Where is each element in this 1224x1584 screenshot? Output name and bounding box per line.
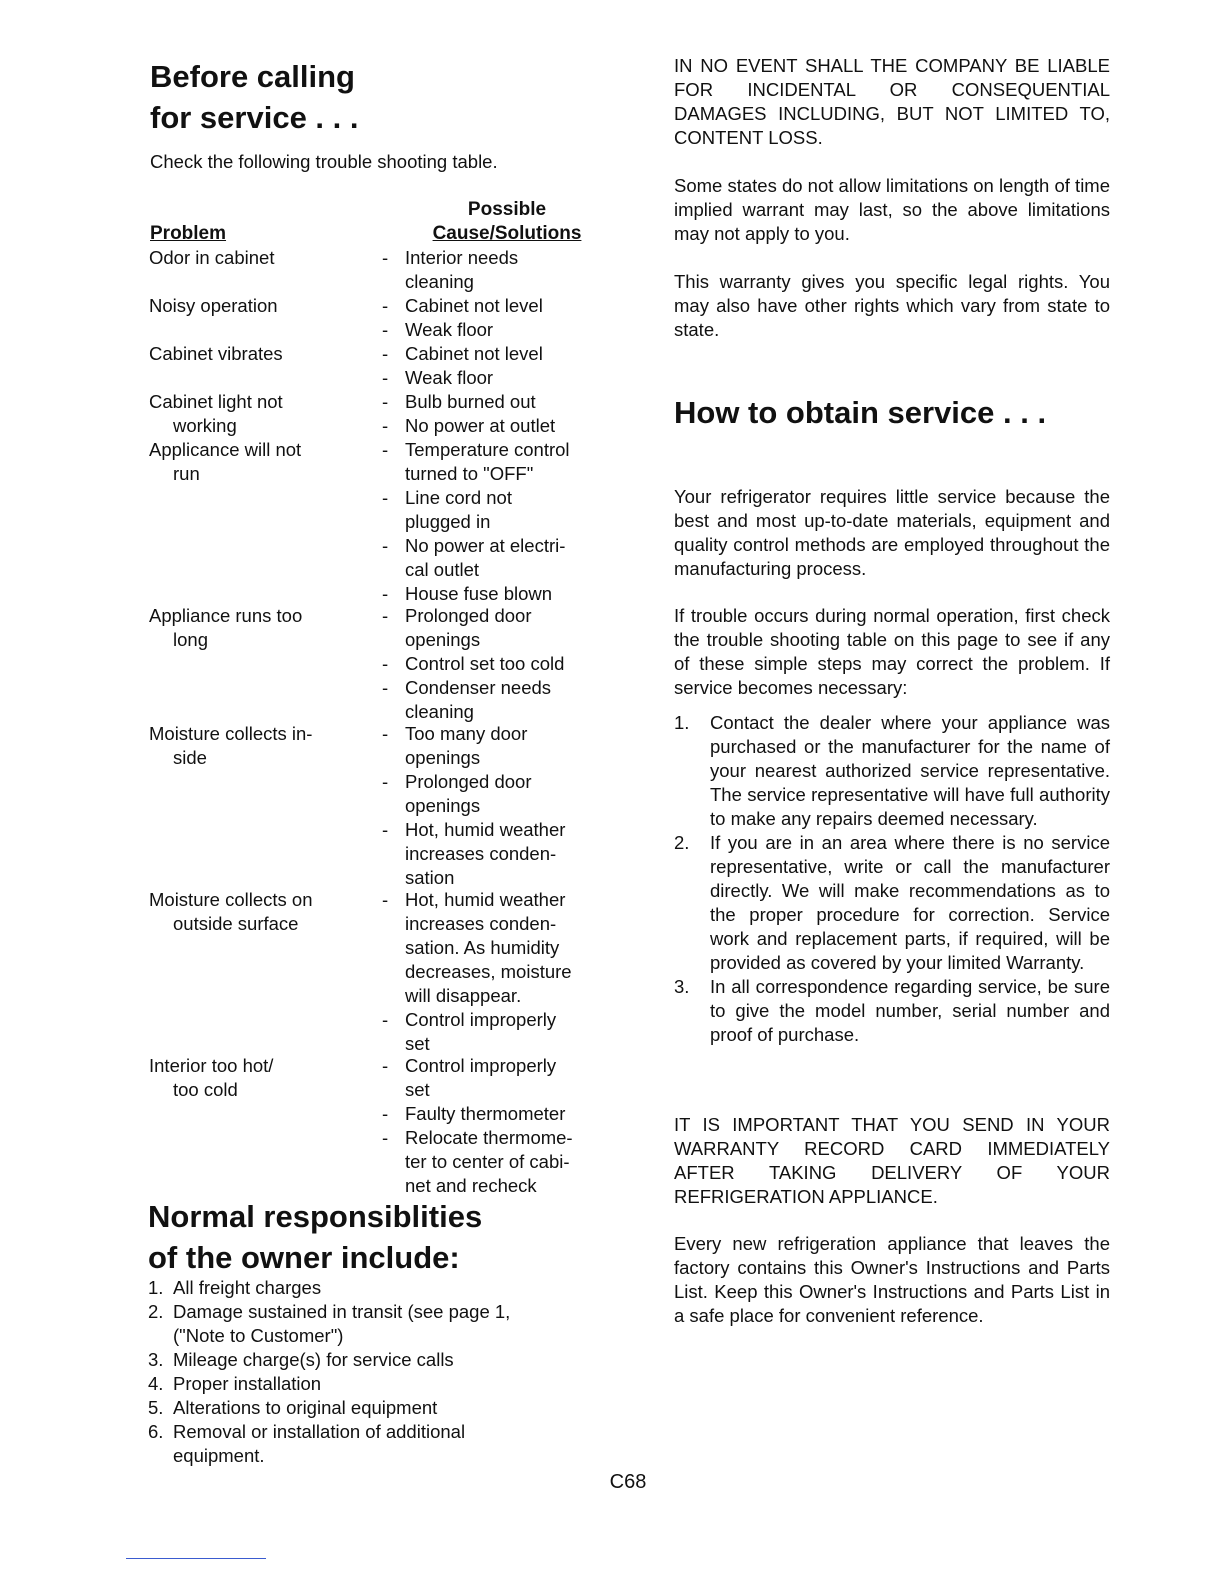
problem-cell [149,438,369,486]
list-number: 3. [674,976,690,997]
cause-line: ter to center of cabi- [405,1151,570,1172]
cause-item [382,534,592,582]
list-number: 2. [148,1301,164,1322]
step-text: Contact the dealer where your appliance was purchased or the manufacturer for the name of your nearest authorized service representative. The service representative will have full authority to make any repairs deemed necessary. [710,712,1110,829]
cause-line: Weak floor [405,367,494,388]
list-item [674,711,1110,831]
problem-line: Odor in cabinet [149,247,275,268]
problem-line: Moisture collects on [149,889,313,910]
every-new-appliance-text: Every new refrigeration appliance that leaves the factory contains this Owner's Instructions and Parts List. Keep this Owner's Instructions and Parts List in a safe place for convenient reference. [674,1233,1110,1326]
problem-line: Cabinet light not [149,391,283,412]
cause-line: Bulb burned out [405,391,536,412]
cause-item [382,888,592,1008]
cause-cell [382,1054,592,1198]
list-item [148,1348,528,1372]
list-item [148,1396,528,1420]
cause-item [382,604,592,652]
cause-item [382,722,592,770]
problem-line: run [173,463,200,484]
cause-line: Line cord not [405,487,512,508]
list-item [148,1420,528,1468]
cause-item [382,818,592,890]
list-number: 1. [148,1277,164,1298]
service-steps-list [674,711,1110,1047]
cause-cell [382,722,592,890]
cause-line: Cabinet not level [405,295,543,316]
cause-cell [382,294,592,342]
cause-line: No power at electri- [405,535,566,556]
cause-line: set [405,1033,430,1054]
cause-line: increases conden- [405,913,557,934]
cause-line: turned to "OFF" [405,463,534,484]
list-item [148,1372,528,1396]
cause-item [382,582,592,606]
liability-text: IN NO EVENT SHALL THE COMPANY BE LIABLE FOR INCIDENTAL OR CONSEQUENTIAL DAMAGES INCLUDING, BUT NOT LIMITED TO, CONTENT LOSS. [674,55,1110,148]
problem-cell [149,390,369,438]
before-calling-title [150,56,359,138]
cause-cell [382,604,592,724]
problem-cell [149,722,369,770]
bottom-rule [126,1558,266,1559]
dash-bullet: - [382,535,389,556]
problem-cell [149,604,369,652]
cause-line: Hot, humid weather [405,819,566,840]
cause-line: cleaning [405,271,474,292]
problem-line: Interior too hot/ [149,1055,274,1076]
problem-line: Applicance will not [149,439,302,460]
cause-line: cleaning [405,701,474,722]
cause-cell [382,438,592,606]
service-paragraph-2: If trouble occurs during normal operation, first check the trouble shooting table on this page to see if any of these simple steps may correct the problem. If service becomes necessary: [674,605,1110,698]
problem-cell [149,1054,369,1102]
dash-bullet: - [382,889,389,910]
title-line-1: Before calling [150,59,355,94]
cause-cell [382,246,592,294]
dash-bullet: - [382,343,389,364]
list-line: All freight charges [173,1277,322,1298]
cause-line: sation. As humidity [405,937,560,958]
dash-bullet: - [382,439,389,460]
dash-bullet: - [382,677,389,698]
page-number: C68 [609,1471,647,1493]
problem-line: Cabinet vibrates [149,343,283,364]
cause-line: Temperature control [405,439,570,460]
important-notice: IT IS IMPORTANT THAT YOU SEND IN YOUR WARRANTY RECORD CARD IMMEDIATELY AFTER TAKING DELIVERY OF YOUR REFRIGERATION APPLIANCE. [674,1114,1110,1207]
problem-cell [149,888,369,936]
cause-item [382,1126,592,1198]
dash-bullet: - [382,1055,389,1076]
dash-bullet: - [382,247,389,268]
title-line-2: for service . . . [150,100,359,135]
list-line: Mileage charge(s) for service calls [173,1349,454,1370]
step-text: In all correspondence regarding service, be sure to give the model number, serial number and proof of purchase. [710,976,1110,1045]
cause-cell [382,390,592,438]
cause-item [382,652,592,676]
dash-bullet: - [382,1009,389,1030]
dash-bullet: - [382,771,389,792]
dash-bullet: - [382,819,389,840]
how-to-obtain-service-title: How to obtain service . . . [674,395,1047,430]
list-line: Proper installation [173,1373,322,1394]
cause-line: increases conden- [405,843,557,864]
cause-line: Control improperly [405,1009,557,1030]
cause-line: Interior needs [405,247,519,268]
cause-line: openings [405,795,481,816]
service-paragraph-1: Your refrigerator requires little service because the best and most up-to-date materials, equipment and quality control methods are employed throughout the manufacturing process. [674,486,1110,579]
cause-line: Faulty thermometer [405,1103,566,1124]
cause-item [382,318,592,342]
list-number: 4. [148,1373,164,1394]
problem-line: too cold [173,1079,238,1100]
dash-bullet: - [382,295,389,316]
cause-line: Cabinet not level [405,343,543,364]
list-number: 6. [148,1421,164,1442]
list-item [148,1276,528,1300]
cause-item [382,414,592,438]
rights-text: This warranty gives you specific legal rights. You may also have other rights which vary from state to state. [674,271,1110,340]
problem-line: Noisy operation [149,295,278,316]
list-number: 1. [674,712,690,733]
list-item [148,1300,528,1348]
cause-item [382,1008,592,1056]
list-item [674,831,1110,975]
list-number: 3. [148,1349,164,1370]
cause-item [382,438,592,486]
dash-bullet: - [382,391,389,412]
dash-bullet: - [382,583,389,604]
cause-line: Too many door [405,723,528,744]
list-line: Damage sustained in transit (see page 1, [173,1301,511,1322]
problem-cell [149,246,369,270]
problem-line: outside surface [173,913,299,934]
problem-line: working [173,415,237,436]
cause-item [382,770,592,818]
cause-line: set [405,1079,430,1100]
cause-line: No power at outlet [405,415,556,436]
list-item [674,975,1110,1047]
responsibilities-list [148,1276,528,1468]
cause-cell [382,888,592,1056]
dash-bullet: - [382,319,389,340]
dash-bullet: - [382,653,389,674]
cause-line: openings [405,747,481,768]
cause-line: House fuse blown [405,583,553,604]
cause-line: Prolonged door [405,605,532,626]
cause-line: Condenser needs [405,677,552,698]
cause-header: Possible Cause/Solutions [432,199,582,244]
list-line: Removal or installation of additional [173,1421,466,1442]
cause-cell [382,342,592,390]
cause-line: net and recheck [405,1175,537,1196]
cause-item [382,676,592,724]
step-text: If you are in an area where there is no service representative, write or call the manufacturer directly. We will make recommendations as to the proper procedure for correction. Service work and replacement parts, if required, will be provided as covered by your limited Warranty. [710,832,1110,973]
cause-line: Control set too cold [405,653,565,674]
dash-bullet: - [382,1103,389,1124]
cause-line: Weak floor [405,319,494,340]
cause-item [382,486,592,534]
cause-line: plugged in [405,511,491,532]
dash-bullet: - [382,367,389,388]
states-text: Some states do not allow limitations on length of time implied warrant may last, so the above limitations may not apply to you. [674,175,1111,244]
problem-line: Moisture collects in- [149,723,313,744]
cause-item [382,366,592,390]
list-line: Alterations to original equipment [173,1397,438,1418]
dash-bullet: - [382,723,389,744]
dash-bullet: - [382,415,389,436]
cause-line: Prolonged door [405,771,532,792]
cause-item [382,246,592,294]
cause-line: decreases, moisture [405,961,572,982]
list-number: 5. [148,1397,164,1418]
list-number: 2. [674,832,690,853]
cause-line: openings [405,629,481,650]
problem-cell [149,342,369,366]
problem-line: side [173,747,207,768]
cause-item [382,342,592,366]
list-line: equipment. [173,1445,265,1466]
dash-bullet: - [382,605,389,626]
problem-line: Appliance runs too [149,605,303,626]
dash-bullet: - [382,1127,389,1148]
cause-item [382,294,592,318]
intro-text: Check the following trouble shooting table. [150,151,498,172]
cause-line: sation [405,867,455,888]
cause-line: Hot, humid weather [405,889,566,910]
problem-header: Problem [150,223,227,244]
dash-bullet: - [382,487,389,508]
cause-line: Relocate thermome- [405,1127,573,1148]
cause-line: Control improperly [405,1055,557,1076]
responsibilities-title: Normal responsiblities of the owner include: [148,1199,483,1275]
cause-item [382,1054,592,1102]
list-line: ("Note to Customer") [173,1325,344,1346]
cause-line: cal outlet [405,559,480,580]
cause-item [382,390,592,414]
problem-line: long [173,629,208,650]
cause-line: will disappear. [405,985,522,1006]
cause-item [382,1102,592,1126]
problem-cell [149,294,369,318]
